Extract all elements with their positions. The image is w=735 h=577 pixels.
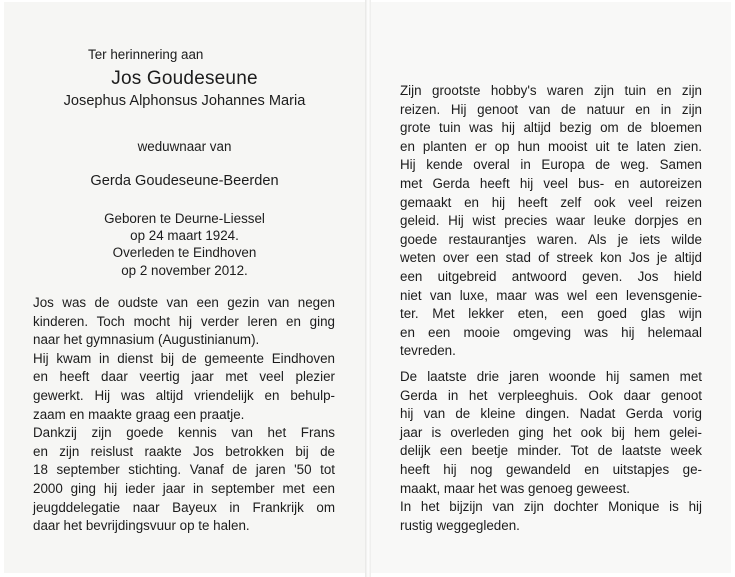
widower-of-text: weduwnaar van: [137, 139, 232, 154]
birth-date: op 24 maart 1924.: [130, 228, 239, 244]
text-line: Gerda in het verpleeghuis. Ook daar genoot: [400, 387, 702, 403]
text-line: hij van de kleine dingen. Nadat Gerda vorig: [400, 406, 702, 422]
text-line: Jos was de oudste van een gezin van negen: [33, 295, 335, 310]
text-line: heeft hij nog gewandeld en uitstapjes ge-: [400, 461, 702, 477]
text-line: geleid. Hij wist precies waar leuke dorpjes en: [400, 213, 702, 229]
text-line: kinderen. Toch mocht hij verder leren en ging: [33, 313, 335, 329]
text-line: 2000 ging hij ieder jaar in september met een: [33, 480, 335, 496]
right-biography-final-years: [400, 368, 702, 535]
text-line: Hij kende overal in Europa de weg. Samen: [400, 157, 702, 173]
text-line: en planten er op hun mooist uit te laten zien.: [400, 138, 702, 154]
text-line: maakt, maar het was genoeg geweest.: [400, 480, 631, 496]
text-line: grote tuin was hij altijd bezig om de bloemen: [400, 120, 702, 136]
text-line: en heeft daar veertig jaar met veel plezier: [33, 369, 335, 385]
text-line: daar het bevrijdingsvuur op te halen.: [33, 518, 250, 534]
text-line: ter. Met lekker eten, een goed glas wijn: [400, 306, 702, 322]
left-biography: [33, 294, 335, 536]
text-line: jaar is overleden ging het ook bij hem gelei-: [400, 424, 702, 440]
intro-text: Ter herinnering aan: [88, 47, 204, 62]
birth-place: Geboren te Deurne-Liessel: [104, 211, 265, 226]
text-line: gemaakt en hij heeft zelf ook veel reizen: [400, 194, 702, 210]
text-line: 18 september stichting. Vanaf de jaren '50 tot: [33, 462, 335, 478]
text-line: niet van luxe, maar was wel een levensgenie-: [400, 287, 702, 303]
right-biography-hobbies: [400, 82, 702, 361]
text-line: In het bijzijn van zijn dochter Monique is hij: [400, 499, 702, 515]
text-line: De laatste drie jaren woonde hij samen met: [400, 369, 702, 384]
death-place: Overleden te Eindhoven: [112, 245, 257, 261]
text-line: rustig weggegleden.: [400, 517, 520, 533]
text-line: weten over een stad of streek kon Jos je altijd: [400, 250, 702, 266]
text-line: en een mooie omgeving was hij helemaal: [400, 324, 702, 340]
text-line: goede restaurantjes waren. Als je iets wilde: [400, 231, 702, 247]
text-line: zaam en maakte graag een praatje.: [33, 406, 245, 422]
text-line: met Gerda heeft hij veel bus- en autoreizen: [400, 175, 702, 191]
death-date: op 2 november 2012.: [121, 262, 248, 278]
text-line: reizen. Hij genoot van de natuur en in zijn: [400, 101, 702, 117]
text-line: Zijn grootste hobby's waren zijn tuin en zijn: [400, 83, 702, 98]
spouse-name: Gerda Goudeseune-Beerden: [90, 173, 279, 189]
birth-death-dates: [4, 210, 365, 279]
text-line: jeugddelegatie naar Bayeux in Frankrijk om: [33, 499, 335, 515]
text-line: delijk een beetje minder. Tot de laatste week: [400, 443, 702, 459]
text-line: Hij kwam in dienst bij de gemeente Eindhoven: [33, 350, 335, 366]
card-fold: [365, 0, 371, 577]
deceased-name: Jos Goudeseune: [111, 68, 258, 89]
text-line: een uitgebreid antwoord geven. Jos hield: [400, 268, 702, 284]
text-line: en zijn reislust raakte Jos betrokken bij de: [33, 443, 335, 459]
text-line: Dankzij zijn goede kennis van het Frans: [33, 425, 335, 441]
text-line: tevreden.: [400, 343, 456, 359]
deceased-full-name: Josephus Alphonsus Johannes Maria: [63, 93, 306, 109]
text-line: gewerkt. Hij was altijd vriendelijk en behulp-: [33, 387, 335, 403]
text-line: naar het gymnasium (Augustinianum).: [33, 332, 260, 348]
